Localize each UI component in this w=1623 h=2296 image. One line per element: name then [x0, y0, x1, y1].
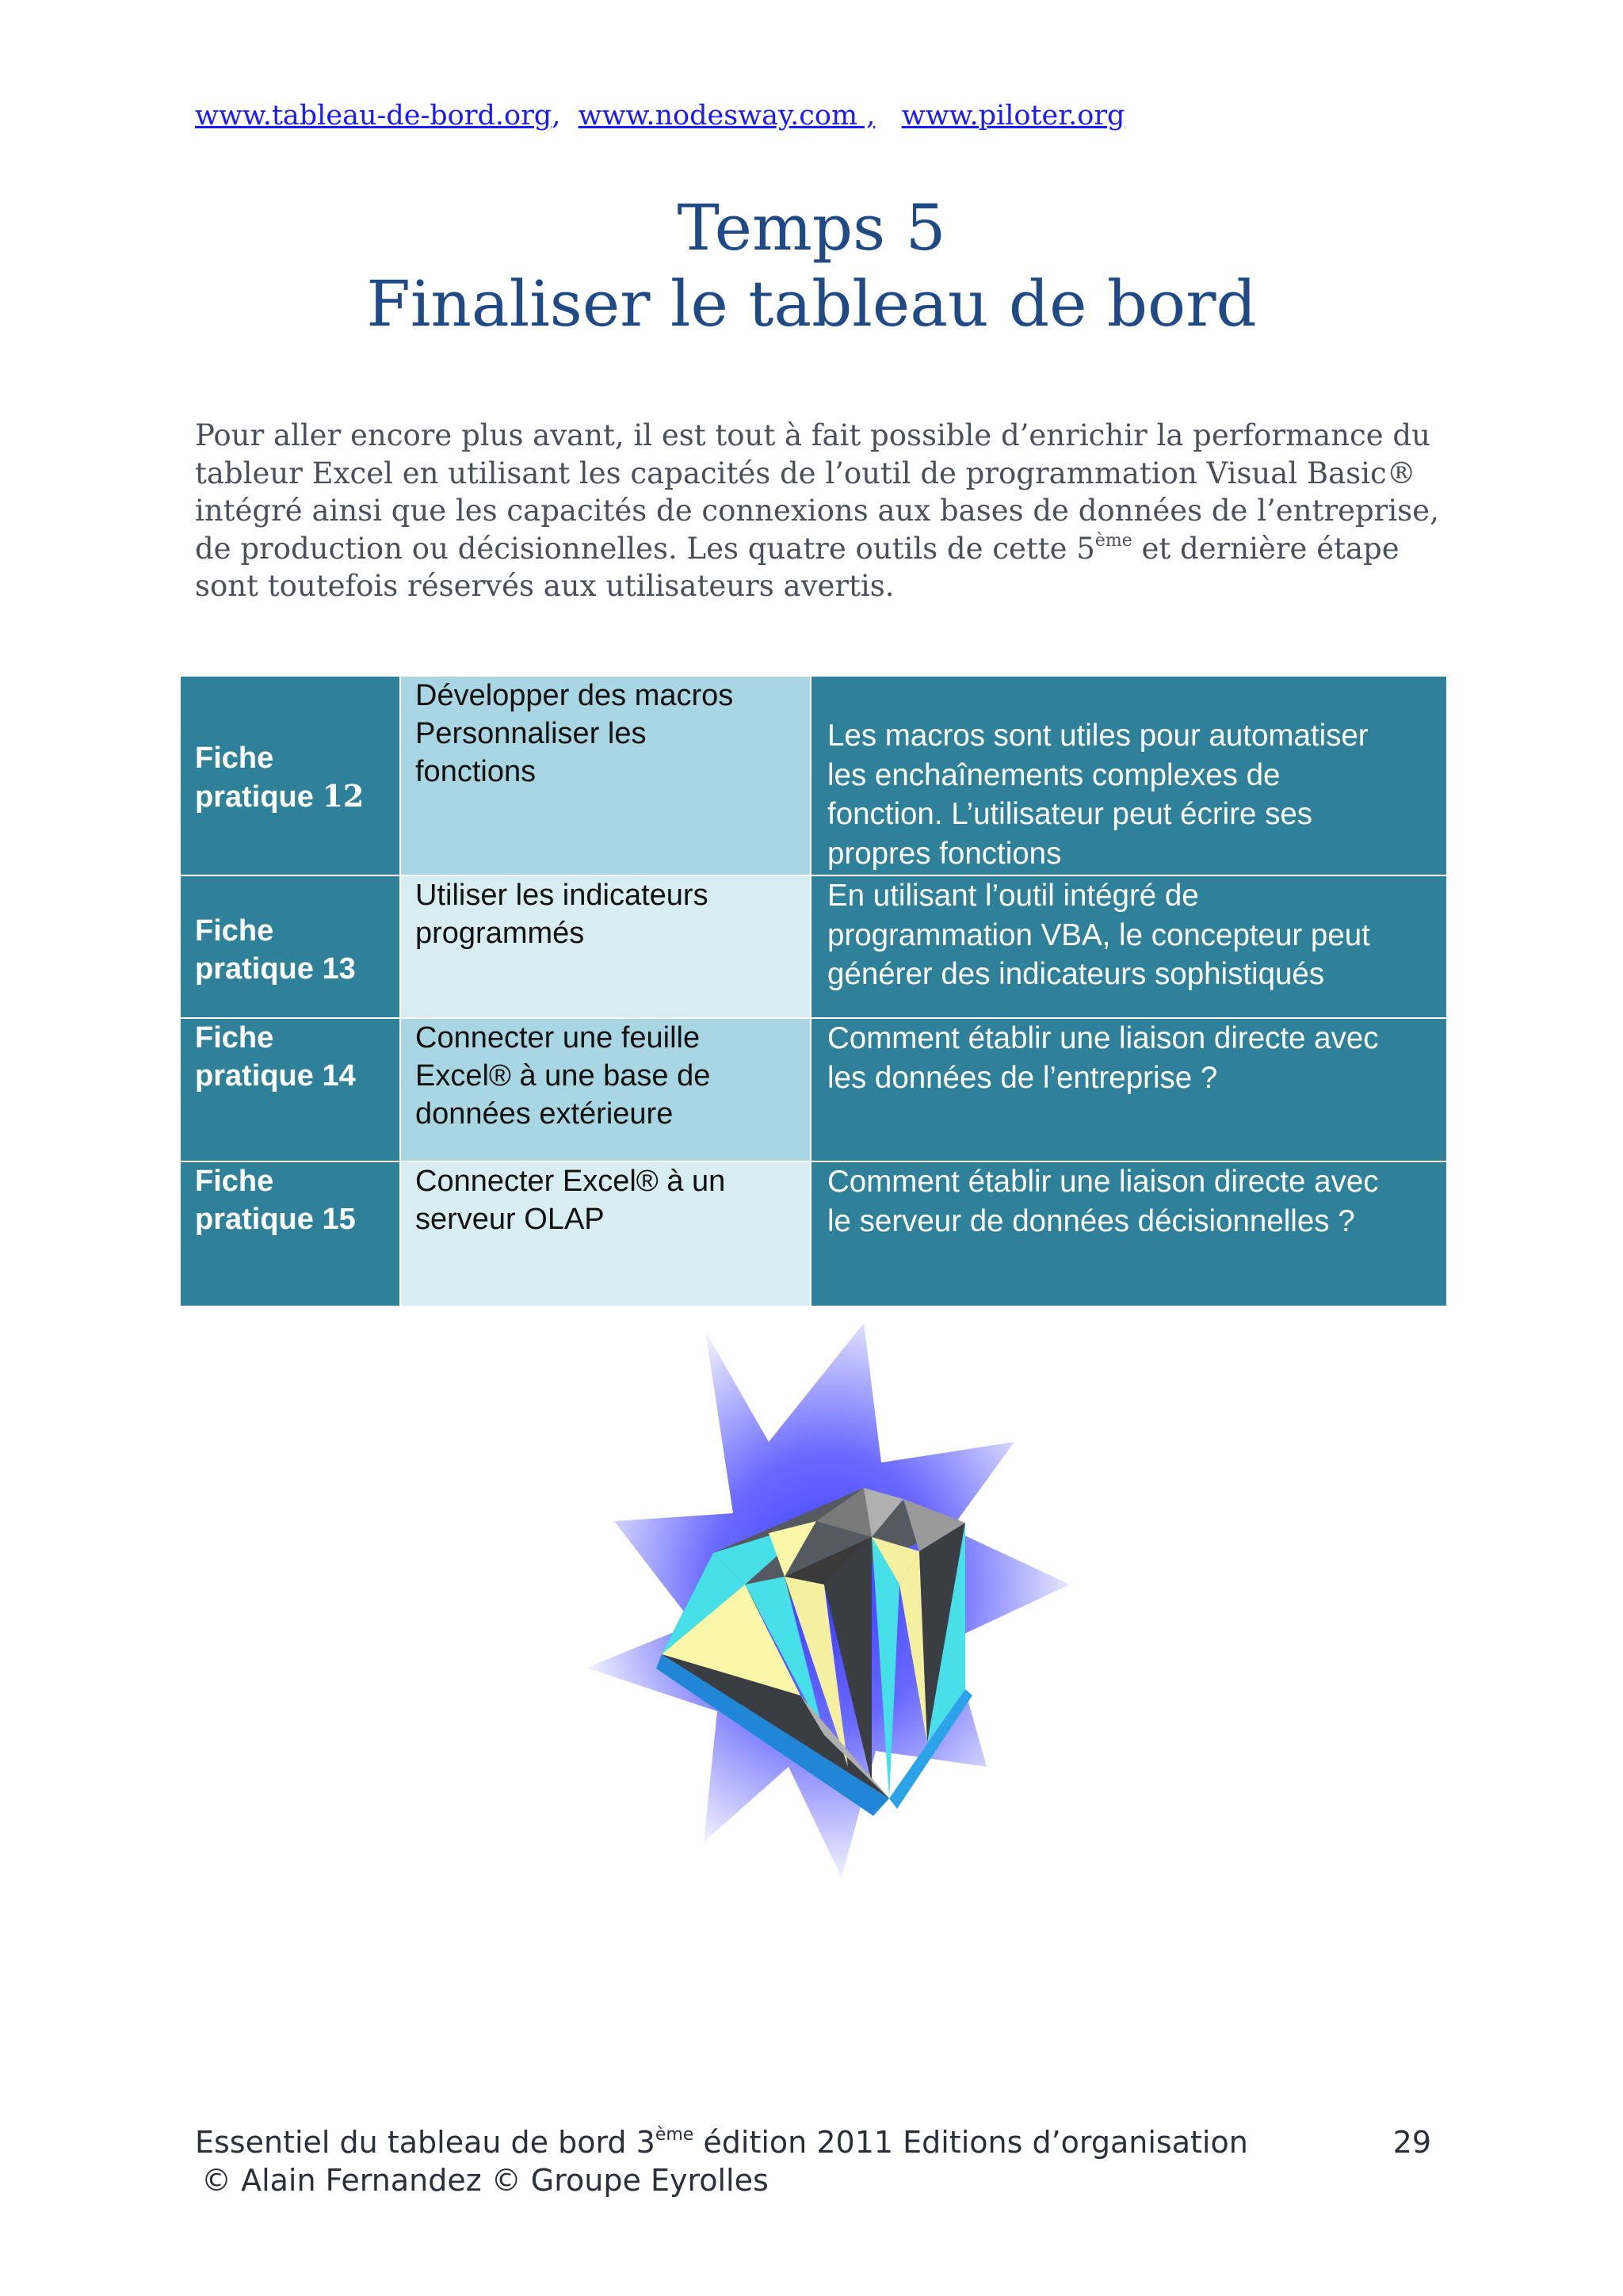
fiche-number: pratique 15: [195, 1203, 356, 1236]
desc-line: propres fonctions: [827, 836, 1062, 871]
table-row: [181, 677, 1446, 876]
fiche-number: pratique 12: [195, 777, 365, 814]
description-cell: [812, 1019, 1446, 1161]
link-nodesway[interactable]: www.nodesway.com ,: [578, 100, 876, 132]
desc-line: Comment établir une liaison directe avec: [827, 1165, 1379, 1199]
tool-cell: [401, 1019, 812, 1161]
footer-line-2: © Alain Fernandez © Groupe Eyrolles: [201, 2163, 769, 2198]
tool-line: programmés: [415, 917, 585, 950]
table-row: [181, 1019, 1446, 1162]
desc-line: programmation VBA, le concepteur peut: [827, 917, 1370, 952]
diamond-starburst-icon: [586, 1323, 1070, 1878]
fiche-cell: [181, 876, 401, 1017]
tool-line: Connecter une feuille: [415, 1021, 701, 1055]
tool-line: Connecter Excel® à un: [415, 1165, 726, 1198]
fiche-cell: [181, 1162, 401, 1306]
tool-line: données extérieure: [415, 1097, 674, 1131]
tool-line: fonctions: [415, 755, 537, 788]
table-row: [181, 876, 1446, 1019]
fiche-cell: [181, 677, 401, 875]
link-tableau-de-bord[interactable]: www.tableau-de-bord.org: [195, 100, 552, 132]
desc-line: les données de l’entreprise ?: [827, 1060, 1218, 1095]
intro-text-1: Pour aller encore plus avant, il est tout à fait possible d’enrichir la performance du tableur Excel en utilisant les capacités de l’outil de programmation Visual Basic® intégré ainsi que les capacités de connexions aux bases de données de l’entreprise, de production ou décisionnelles. Les quatre outils de cette 5: [195, 418, 1439, 566]
desc-line: Les macros sont utiles pour automatiser: [827, 719, 1369, 753]
link-piloter[interactable]: www.piloter.org: [901, 100, 1125, 132]
description-cell: [812, 876, 1446, 1017]
title-line-2: Finaliser le tableau de bord: [366, 267, 1257, 341]
header-links: [195, 100, 1125, 132]
tool-cell: [401, 677, 812, 875]
tool-line: Utiliser les indicateurs: [415, 879, 708, 912]
fiche-number: pratique 14: [195, 1059, 356, 1093]
description-cell: [812, 1162, 1446, 1306]
tool-line: Développer des macros: [415, 679, 734, 712]
title-line-1: Temps 5: [677, 191, 946, 265]
intro-text-2: et dernière étape sont toutefois réservés aux utilisateurs avertis.: [195, 531, 1400, 603]
tool-line: Excel® à une base de: [415, 1059, 711, 1093]
page-footer: [195, 2123, 1431, 2199]
page-number: 29: [1392, 2125, 1431, 2160]
fiches-table: [181, 677, 1446, 1306]
intro-paragraph: [195, 417, 1455, 605]
fiche-number: pratique 13: [195, 952, 356, 986]
fiche-label: Fiche: [195, 741, 274, 775]
footer-superscript: ème: [655, 2125, 694, 2145]
link-separator: ,: [552, 100, 561, 132]
page-title: [0, 190, 1623, 342]
desc-line: générer des indicateurs sophistiqués: [827, 957, 1325, 991]
fiche-cell: [181, 1019, 401, 1161]
desc-line: Comment établir une liaison directe avec: [827, 1021, 1379, 1055]
tool-line: serveur OLAP: [415, 1203, 605, 1236]
table-row: [181, 1162, 1446, 1306]
description-cell: [812, 677, 1446, 875]
intro-superscript: ème: [1094, 530, 1132, 551]
fiche-label: Fiche: [195, 1165, 274, 1198]
fiche-label: Fiche: [195, 1021, 274, 1055]
desc-line: les enchaînements complexes de: [827, 757, 1281, 792]
desc-line: fonction. L’utilisateur peut écrire ses: [827, 797, 1313, 831]
fiche-label: Fiche: [195, 914, 274, 948]
desc-line: le serveur de données décisionnelles ?: [827, 1203, 1355, 1238]
desc-line: En utilisant l’outil intégré de: [827, 879, 1199, 913]
footer-line-1: Essentiel du tableau de bord 3ème édition 2011 Editions d’organisation: [195, 2125, 1248, 2160]
tool-cell: [401, 876, 812, 1017]
tool-cell: [401, 1162, 812, 1306]
tool-line: Personnaliser les: [415, 717, 647, 750]
